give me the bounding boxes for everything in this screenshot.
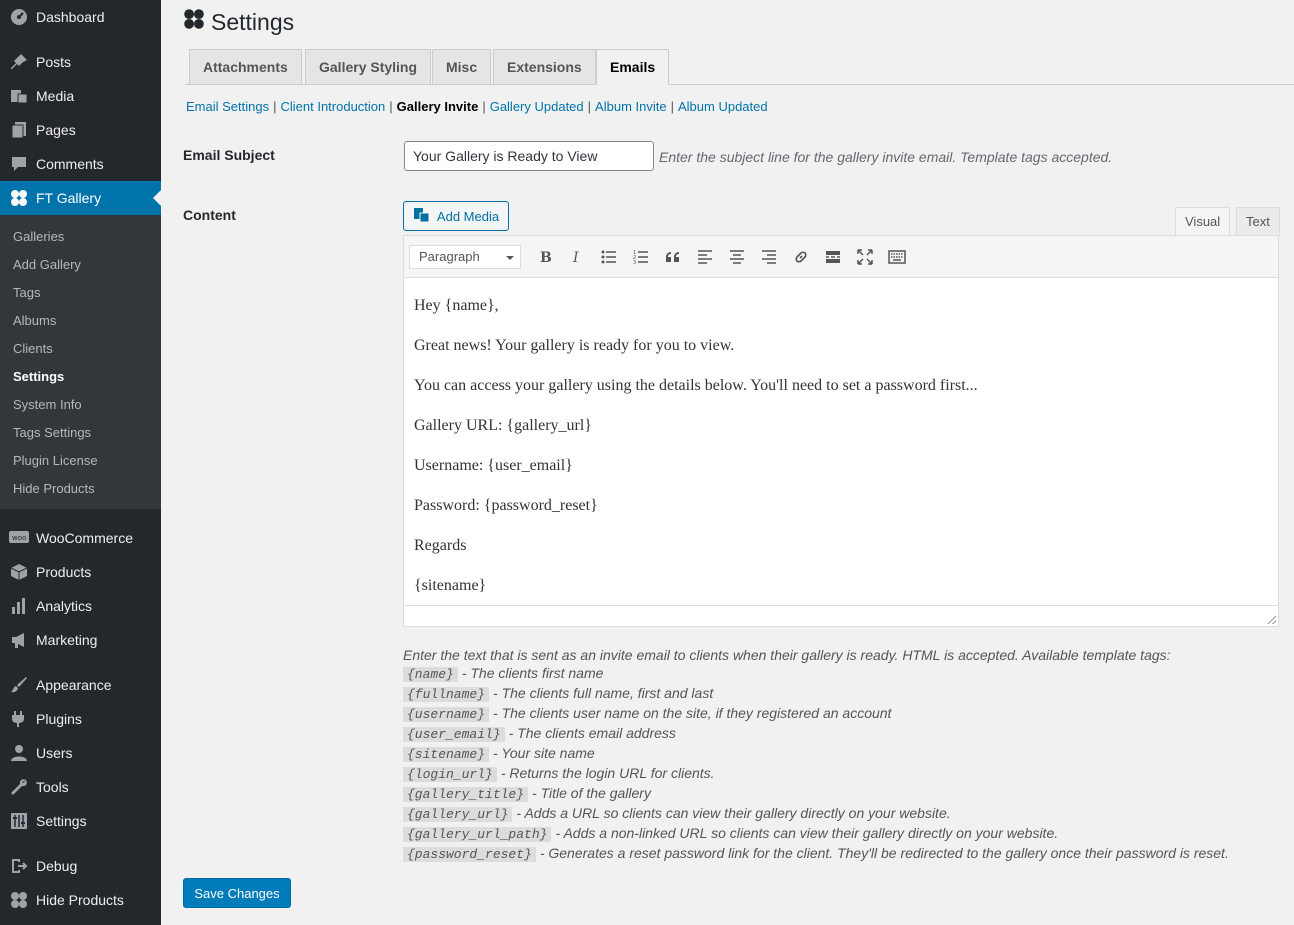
subnav-album-updated[interactable]: Album Updated xyxy=(677,99,768,114)
content-line: {sitename} xyxy=(414,577,487,594)
help-intro: Enter the text that is sent as an invite email to clients when their gallery is ready. HTML is accepted. Available template tags: xyxy=(403,647,1171,663)
content-line: Gallery URL: {gallery_url} xyxy=(414,417,592,434)
megaphone-icon xyxy=(0,631,36,649)
subnav-email-settings[interactable]: Email Settings xyxy=(186,99,270,114)
comment-icon xyxy=(0,155,36,173)
tag-code: {fullname} xyxy=(403,687,489,702)
editor-tab-visual[interactable]: Visual xyxy=(1175,207,1230,236)
submenu-clients[interactable]: Clients xyxy=(13,341,53,356)
content-label: Content xyxy=(183,207,236,223)
submenu-albums[interactable]: Albums xyxy=(13,313,57,328)
menu-pages[interactable]: Pages xyxy=(0,113,161,147)
numbered-list-icon[interactable] xyxy=(625,242,657,272)
brush-icon xyxy=(0,676,36,694)
menu-tools[interactable]: Tools xyxy=(0,770,161,804)
align-center-icon[interactable] xyxy=(721,242,753,272)
gallery-submenu xyxy=(0,215,161,509)
format-select[interactable]: Paragraph xyxy=(409,245,521,269)
wrench-icon xyxy=(0,778,36,796)
subnav-album-invite[interactable]: Album Invite xyxy=(595,99,667,114)
bar-chart-icon xyxy=(0,597,36,615)
box-icon xyxy=(0,563,36,581)
tag-code: {user_email} xyxy=(403,727,505,742)
svg-text:B: B xyxy=(540,249,552,264)
user-icon xyxy=(0,744,36,762)
email-subject-description: Enter the subject line for the gallery invite email. Template tags accepted. xyxy=(659,149,1113,165)
menu-analytics[interactable]: Analytics xyxy=(0,589,161,623)
svg-text:1: 1 xyxy=(633,249,637,256)
tag-code: {username} xyxy=(403,707,489,722)
submenu-system-info[interactable]: System Info xyxy=(13,397,82,412)
page-title: Settings xyxy=(183,8,294,36)
menu-products[interactable]: Products xyxy=(0,555,161,589)
content-line: Hey {name}, xyxy=(414,297,499,314)
editor-tab-text[interactable]: Text xyxy=(1236,207,1280,236)
plug-icon xyxy=(0,710,36,728)
exit-icon xyxy=(0,857,36,875)
keyboard-icon[interactable] xyxy=(881,242,913,272)
submenu-settings[interactable]: Settings xyxy=(13,369,65,384)
tag-code: {gallery_url_path} xyxy=(403,827,551,842)
editor-status-bar xyxy=(404,605,1278,626)
tab-emails[interactable]: Emails xyxy=(596,49,669,85)
tab-misc[interactable]: Misc xyxy=(432,49,491,85)
tag-row: {fullname} - The clients full name, first and last xyxy=(403,684,1229,704)
menu-plugins[interactable]: Plugins xyxy=(0,702,161,736)
resize-handle[interactable] xyxy=(1267,615,1276,624)
tag-row: {password_reset} - Generates a reset password link for the client. They'll be redirected to the gallery once their password is reset. xyxy=(403,844,1229,864)
menu-marketing[interactable]: Marketing xyxy=(0,623,161,657)
content-line: Password: {password_reset} xyxy=(414,497,598,514)
template-tags-help xyxy=(403,646,1229,864)
tag-code: {gallery_title} xyxy=(403,787,528,802)
menu-debug[interactable]: Debug xyxy=(0,849,161,883)
tag-code: {sitename} xyxy=(403,747,489,762)
media-icon xyxy=(0,87,36,105)
content-line: You can access your gallery using the details below. You'll need to set a password first... xyxy=(414,377,978,394)
settings-tabs xyxy=(185,49,1294,85)
subnav-gallery-invite[interactable]: Gallery Invite xyxy=(396,99,479,114)
pin-icon xyxy=(0,53,36,71)
menu-posts[interactable]: Posts xyxy=(0,45,161,79)
email-subnav: Email Settings | Client Introduction | Gallery Invite | Gallery Updated | Album Invite | Album Updated xyxy=(186,99,768,114)
tag-row: {name} - The clients first name xyxy=(403,664,1229,684)
add-media-button[interactable]: Add Media xyxy=(403,201,509,231)
tag-code: {password_reset} xyxy=(403,847,536,862)
link-icon[interactable] xyxy=(785,242,817,272)
content-line: Username: {user_email} xyxy=(414,457,573,474)
svg-text:I: I xyxy=(573,249,579,264)
submenu-tags-settings[interactable]: Tags Settings xyxy=(13,425,92,440)
content-line: Great news! Your gallery is ready for you to view. xyxy=(414,337,735,354)
submenu-galleries[interactable]: Galleries xyxy=(13,229,65,244)
tag-row: {username} - The clients user name on the site, if they registered an account xyxy=(403,704,1229,724)
menu-users[interactable]: Users xyxy=(0,736,161,770)
tag-code: {name} xyxy=(403,667,458,682)
sliders-icon xyxy=(0,812,36,830)
fullscreen-icon[interactable] xyxy=(849,242,881,272)
media-icon xyxy=(413,207,431,226)
svg-text:3: 3 xyxy=(633,259,637,264)
read-more-icon[interactable] xyxy=(817,242,849,272)
subnav-gallery-updated[interactable]: Gallery Updated xyxy=(489,99,584,114)
tag-row: {sitename} - Your site name xyxy=(403,744,1229,764)
tab-attachments[interactable]: Attachments xyxy=(189,49,302,85)
submenu-tags[interactable]: Tags xyxy=(13,285,41,300)
submenu-hide-products[interactable]: Hide Products xyxy=(13,481,95,496)
tag-row: {gallery_url_path} - Adds a non-linked URL so clients can view their gallery directly on your website. xyxy=(403,824,1229,844)
bold-icon[interactable] xyxy=(529,242,561,272)
menu-hide-products[interactable]: Hide Products xyxy=(0,883,161,917)
menu-dashboard[interactable]: Dashboard xyxy=(0,0,161,34)
menu-comments[interactable]: Comments xyxy=(0,147,161,181)
main-content xyxy=(161,0,1294,925)
svg-text:woo: woo xyxy=(12,534,27,542)
align-left-icon[interactable] xyxy=(689,242,721,272)
save-changes-button[interactable]: Save Changes xyxy=(183,878,291,908)
tag-row: {login_url} - Returns the login URL for clients. xyxy=(403,764,1229,784)
email-subject-label: Email Subject xyxy=(183,147,275,163)
menu-ft-gallery[interactable]: FT Gallery xyxy=(0,181,161,215)
bullet-list-icon[interactable] xyxy=(593,242,625,272)
gallery-icon xyxy=(183,8,205,36)
editor-content[interactable] xyxy=(404,278,1278,605)
menu-appearance[interactable]: Appearance xyxy=(0,668,161,702)
pages-icon xyxy=(0,121,36,139)
tag-code: {gallery_url} xyxy=(403,807,512,822)
submenu-plugin-license[interactable]: Plugin License xyxy=(13,453,98,468)
subnav-client-introduction[interactable]: Client Introduction xyxy=(280,99,386,114)
menu-media[interactable]: Media xyxy=(0,79,161,113)
tag-row: {gallery_title} - Title of the gallery xyxy=(403,784,1229,804)
dashboard-icon xyxy=(0,8,36,26)
svg-text:2: 2 xyxy=(633,254,637,261)
align-right-icon[interactable] xyxy=(753,242,785,272)
content-line: Regards xyxy=(414,537,467,554)
italic-icon[interactable] xyxy=(561,242,593,272)
tab-extensions[interactable]: Extensions xyxy=(493,49,596,85)
tag-row: {user_email} - The clients email address xyxy=(403,724,1229,744)
gallery-icon xyxy=(0,189,36,207)
tag-code: {login_url} xyxy=(403,767,497,782)
tab-gallery-styling[interactable]: Gallery Styling xyxy=(305,49,431,85)
menu-settings[interactable]: Settings xyxy=(0,804,161,838)
menu-woocommerce[interactable]: woo WooCommerce xyxy=(0,521,161,555)
editor-toolbar xyxy=(404,236,1278,278)
gallery-icon xyxy=(0,891,36,909)
tag-row: {gallery_url} - Adds a URL so clients can view their gallery directly on your website. xyxy=(403,804,1229,824)
admin-sidebar xyxy=(0,0,161,925)
email-subject-input[interactable] xyxy=(404,141,654,171)
submenu-add-gallery[interactable]: Add Gallery xyxy=(13,257,81,272)
woo-icon xyxy=(0,531,36,545)
blockquote-icon[interactable] xyxy=(657,242,689,272)
rich-text-editor[interactable] xyxy=(403,235,1279,627)
